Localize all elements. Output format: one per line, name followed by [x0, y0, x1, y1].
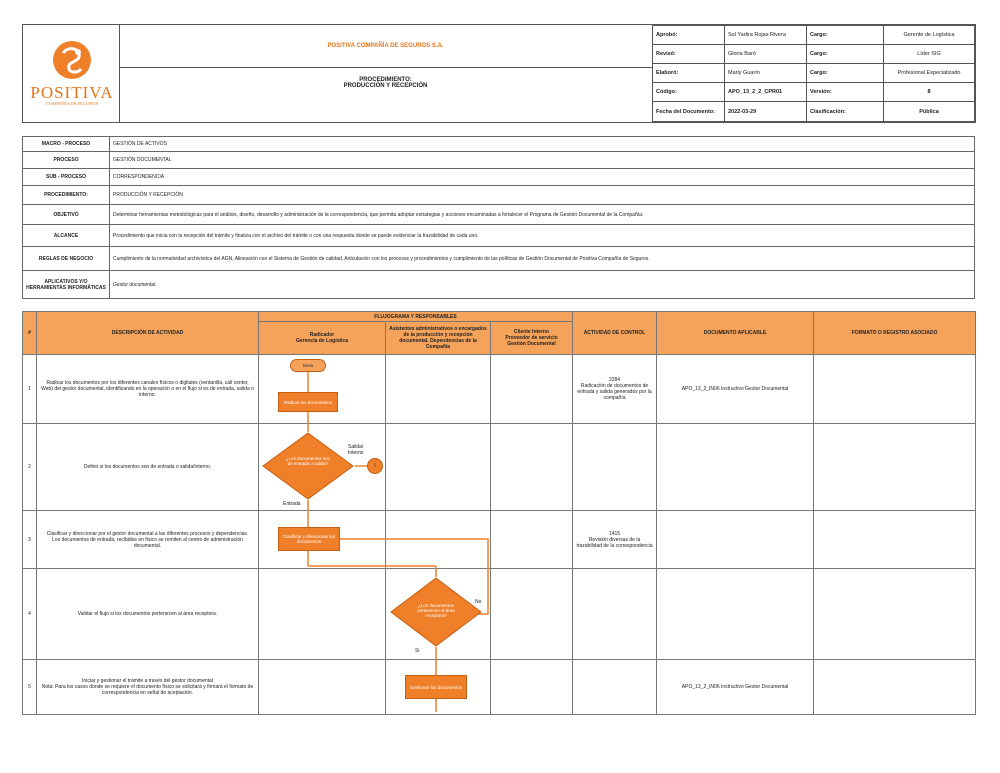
field-row: Fecha del Documento: 2022-03-29 Clasificación: Pública [653, 102, 975, 122]
company-name: POSITIVA COMPAÑÍA DE SEGUROS S.A. [327, 43, 444, 49]
col-header-doc: DOCUMENTO APLICABLE [657, 312, 814, 355]
flow-radicar-step: Radicar los documentos [278, 392, 338, 412]
field-row: Elaboró: Marly Guarín Cargo: Profesional Especializado [653, 64, 975, 83]
info-row: MACRO - PROCESO GESTIÓN DE ACTIVOS [23, 137, 975, 152]
lane-header-asistentes: Asistentes administrativos o encargados de la producción y recepción documental. Dependencias de la Compañía [386, 322, 491, 355]
info-row: SUB - PROCESO CORRESPONDENCIA [23, 169, 975, 186]
doc-title-line1: PROCEDIMIENTO: [359, 77, 412, 83]
lane-header-radicador: Radicador Gerencia de Logística [259, 322, 386, 355]
flow-label-no: No [475, 599, 482, 605]
table-row: 5 Iniciar y gestionar el trámite a través del gestor documental Nota: Para los casos donde se requiere el documento físico se solicitará y firmará el formato de correspondencia en señal de aceptación. APO_13_2_IN06 Instructivo Gestor Documental [23, 660, 976, 715]
col-header-format: FORMATO O REGISTRO ASOCIADO [814, 312, 976, 355]
flow-label-si: Si [415, 648, 420, 654]
flow-decision1-text: ¿Los documentos son de entrada o salida? [285, 456, 331, 466]
info-row: OBJETIVO Determinar herramientas metodológicas para el análisis, diseño, desarrollo y administración de la correspondencia, que permita adoptar estrategias y acciones encaminadas a fortalecer el Programa de Gestión Documental de la Compañía. [23, 205, 975, 225]
flow-label-salida: Salida/ Interno [348, 444, 364, 456]
col-header-desc: DESCRIPCIÓN DE ACTIVIDAD [37, 312, 259, 355]
flow-connector-i: I [367, 458, 383, 474]
table-row: 4 Validar el flujo si los documentos pertenecen al área receptora. [23, 569, 976, 660]
field-row: Código: APO_13_2_2_CPR01 Versión: 8 [653, 83, 975, 102]
doc-title-line2: PRODUCCIÓN Y RECEPCIÓN [343, 83, 428, 89]
flow-label-entrada: Entrada [283, 501, 301, 507]
field-row: Aprobó: Sol Yadira Rojas Rivera Cargo: Gerente de Logística [653, 26, 975, 45]
logo-text: POSITIVA [30, 83, 114, 102]
table-row: 3 Clasificar y direccionar por el gestor documental a las diferentes procesos y dependencias. Los documentos de entrada, recibidos en físico se remiten al centro de administración documental. 1415 Revisión diversas de la trazabilidad de la correspondencia [23, 511, 976, 569]
field-row: Revisó: Gloria Baró Cargo: Líder SIG [653, 45, 975, 64]
flow-gestionar-step: Gestionar los documentos [405, 675, 467, 699]
logo-subtext: COMPAÑÍA DE SEGUROS [45, 101, 99, 106]
flow-clasificar-step: Clasificar y direccionar los documentos [278, 527, 340, 551]
table-row: 1 Radicar los documentos por los diferentes canales físicos o digitales (ventanilla, call center, Web) del gestor documental, identificando en la operación o en el flujo si es de entrada, salida o interno. 2284 Radicación de documentos de entrada y salida generados por la compañía APO_13_2_IN06 Instructivo Gestor Documental [23, 355, 976, 424]
col-header-num: # [23, 312, 37, 355]
lane-header-cliente: Cliente Interno Proveedor de servicio Gestión Documental [491, 322, 573, 355]
table-row: 2 Definir si los documentos son de entrada o salida/interno. [23, 424, 976, 511]
info-row: PROCESO GESTIÓN DOCUMENTAL [23, 152, 975, 169]
info-row: ALCANCE Procedimiento que inicia con la recepción del trámite y finaliza con el archivo del trámite o con una respuesta donde se puede evidenciar la trazabilidad de cada uno. [23, 225, 975, 247]
col-header-flow: FLUJOGRAMA Y RESPONSABLES [259, 312, 573, 322]
flow-decision1-diamond [262, 432, 354, 500]
info-row: PROCEDIMIENTO: PRODUCCIÓN Y RECEPCIÓN [23, 186, 975, 205]
col-header-control: ACTIVIDAD DE CONTROL [573, 312, 657, 355]
flow-decision2-text: ¿Los documentos pertenecen al área receptora? [417, 603, 455, 618]
info-row: REGLAS DE NEGOCIO Cumplimiento de la normatividad archivística del AGN, Alineación con el Sistema de Gestión de calidad, Articulación con los procesos y procedimientos y cumplimiento de las políticas de Gestión Documental de Positiva Compañía de Seguros. [23, 247, 975, 271]
info-row: APLICATIVOS Y/O HERRAMIENTAS INFORMÁTICAS Gestor documental. [23, 271, 975, 299]
flow-start-node: Inicio [290, 359, 326, 372]
